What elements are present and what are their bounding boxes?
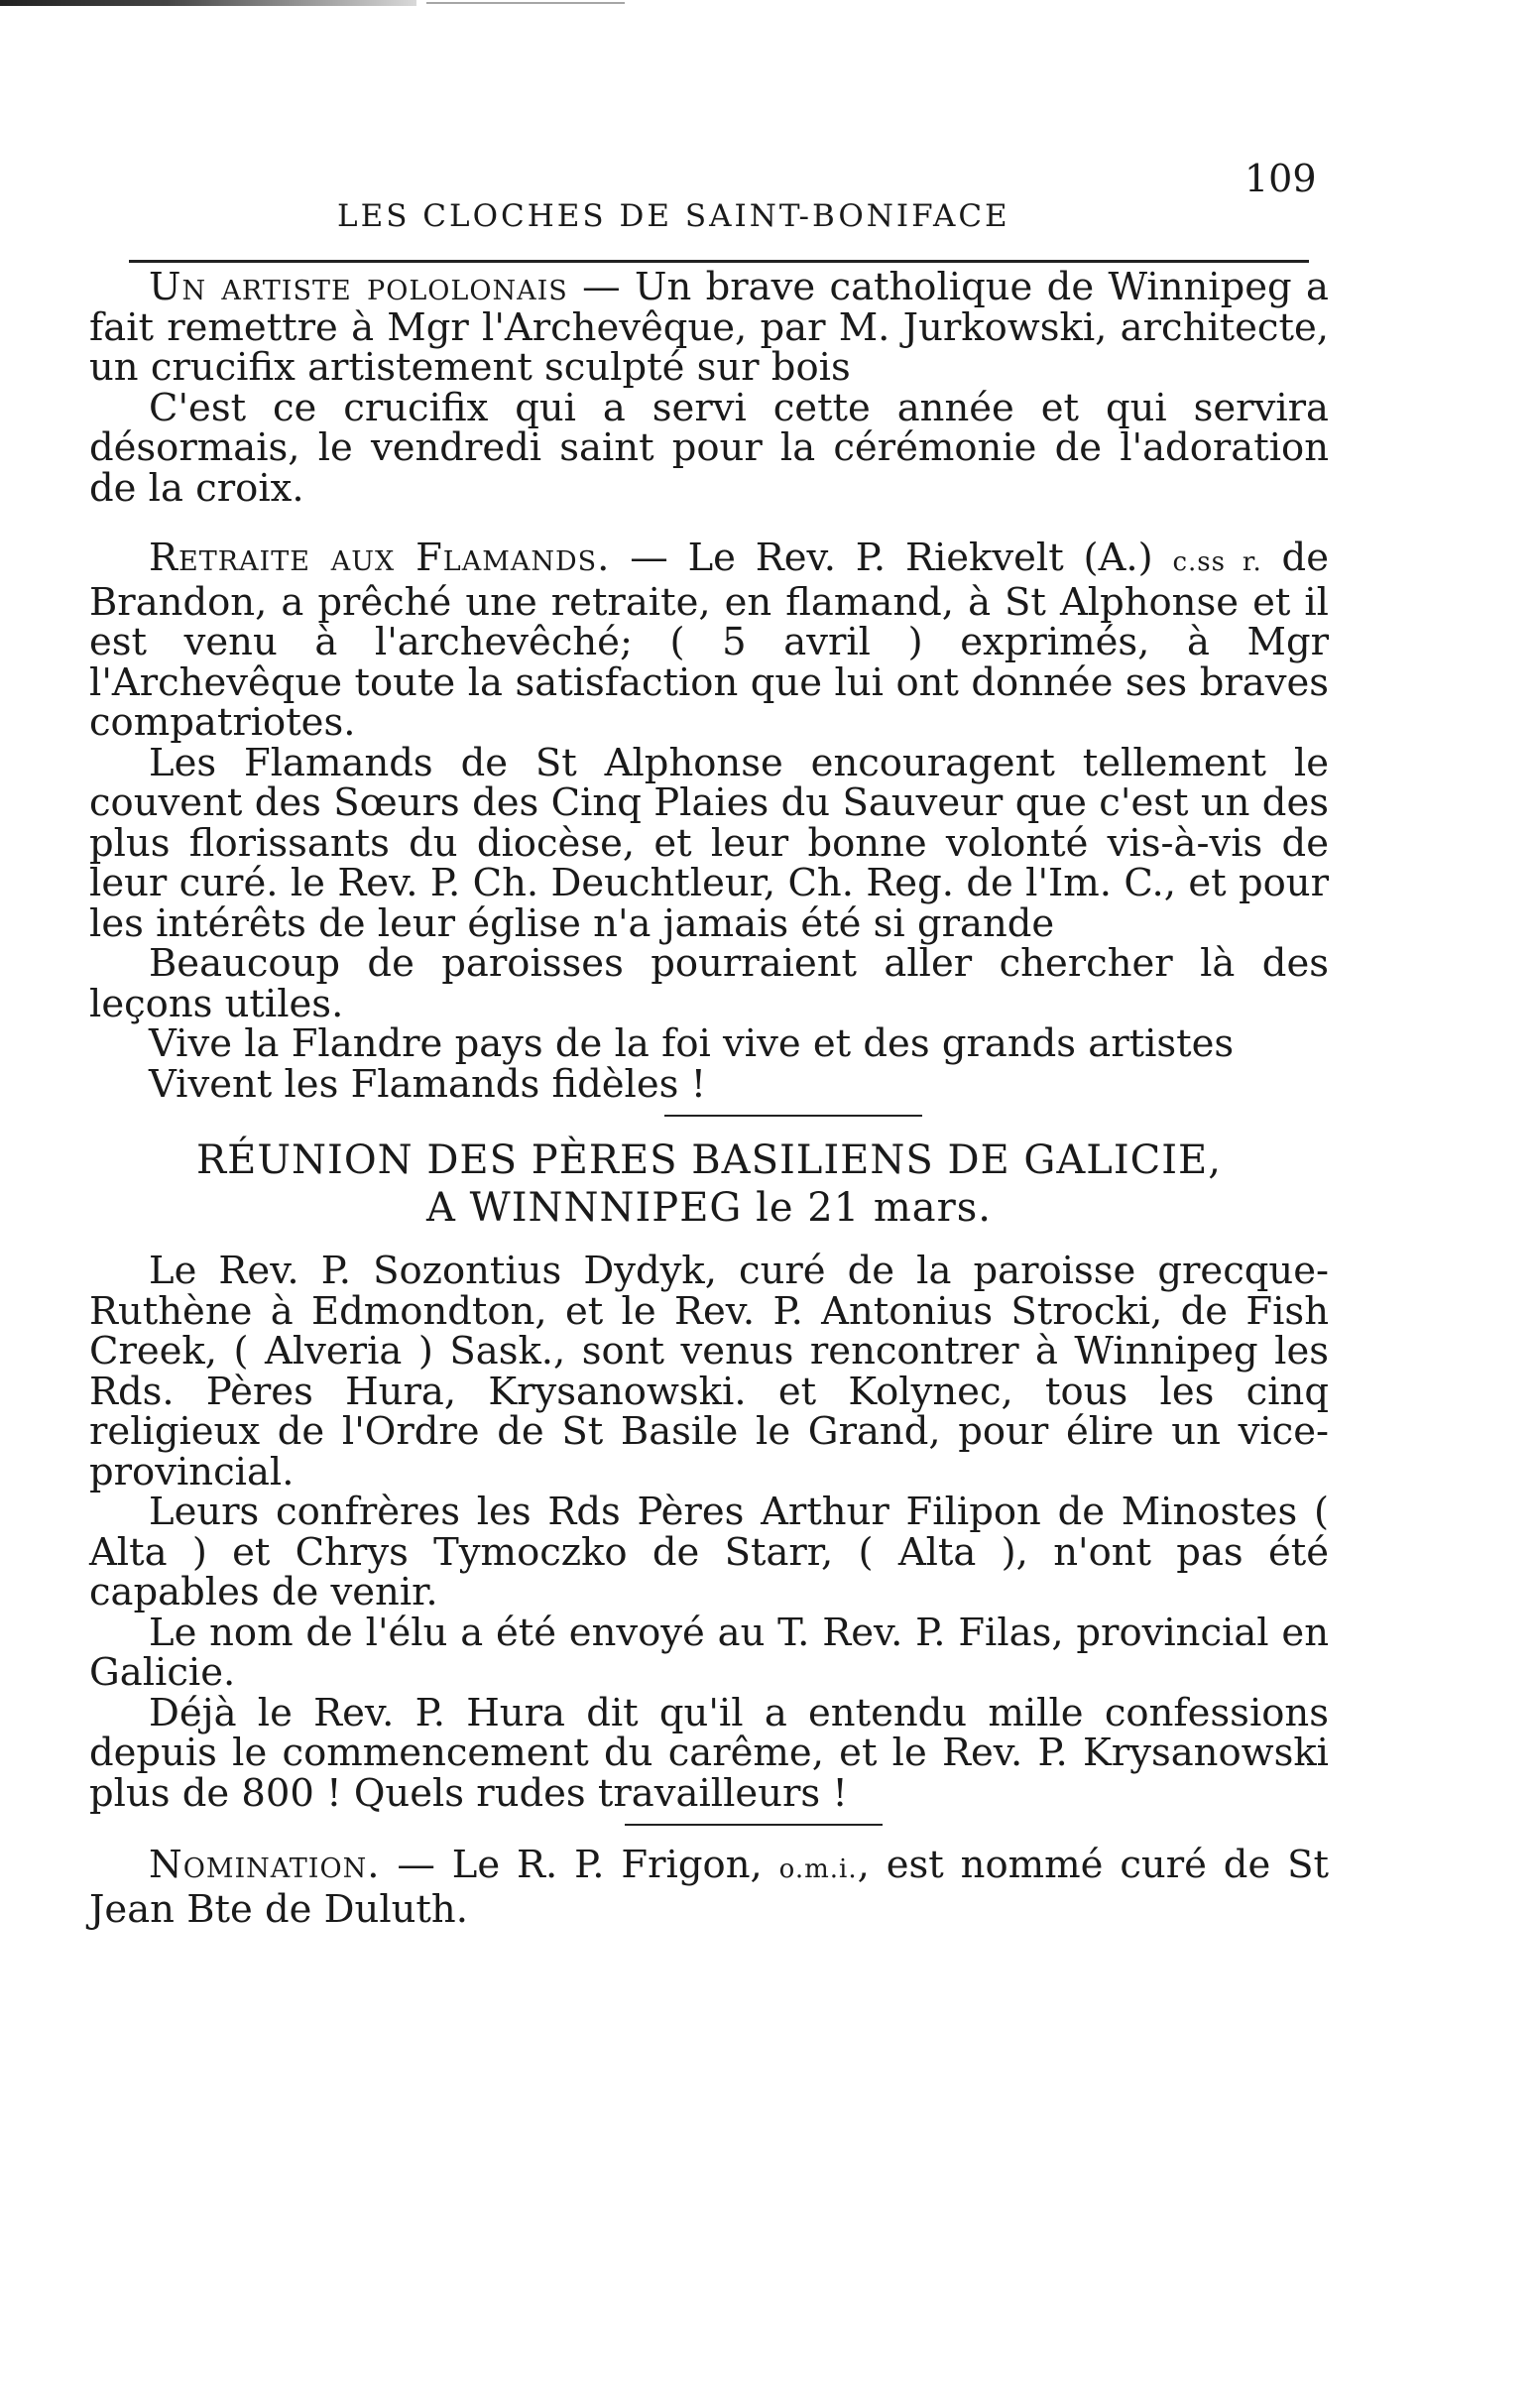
article-retraite-title: Retraite aux Flamands. (149, 536, 611, 580)
article-basiliens-p3: Le nom de l'élu a été envoyé au T. Rev. P. Filas, provincial en Galicie. (89, 1610, 1329, 1695)
article-artiste: Un artiste pololonais — Un brave catholique de Winnipeg a fait remettre à Mgr l'Archevêque, par M. Jurkowski, architecte, un crucifix artistement sculpté sur bois (89, 265, 1329, 390)
article-retraite-p4: Vive la Flandre pays de la foi vive et des grands artistes (149, 1021, 1235, 1066)
section-divider-2 (625, 1824, 883, 1826)
page-number: 109 (1244, 157, 1317, 200)
cssr-abbr: c.ss r. (1172, 547, 1262, 577)
article-artiste-title: Un artiste pololonais (149, 265, 568, 309)
page-body (89, 265, 1329, 1932)
section-divider-1 (664, 1115, 922, 1117)
article-artiste-p1: Un brave catholique de Winnipeg a fait remettre à Mgr l'Archevêque, par M. Jurkowski, architecte, un crucifix artistement sculpté sur bois (89, 265, 1329, 390)
article-retraite-p3: Beaucoup de paroisses pourraient aller chercher là des leçons utiles. (89, 941, 1329, 1026)
article-nomination-title: Nomination. (149, 1843, 381, 1887)
section-title-line1: RÉUNION DES PÈRES BASILIENS DE GALICIE, (196, 1137, 1222, 1183)
article-basiliens-p2: Leurs confrères les Rds Pères Arthur Filipon de Minostes ( Alta ) et Chrys Tymoczko de Starr, ( Alta ), n'ont pas été capables de venir. (89, 1490, 1329, 1614)
header-rule (129, 260, 1309, 263)
section-title-line2: A WINNNIPEG le 21 mars. (425, 1185, 993, 1231)
scan-edge-mark (0, 0, 416, 6)
article-retraite: Retraite aux Flamands. — Le Rev. P. Riekvelt (A.) c.ss r. de Brandon, a prêché une retraite, en flamand, à St Alphonse et il est venu à l'archevêché; ( 5 avril ) exprimés, à Mgr l'Archevêque toute la satisfaction que lui ont donnée ses braves compatriotes. (89, 536, 1329, 745)
article-retraite-p2: Les Flamands de St Alphonse encouragent tellement le couvent des Sœurs des Cinq Plaies du Sauveur que c'est un des plus florissants du diocèse, et leur bonne volonté vis-à-vis de leur curé. le Rev. P. Ch. Deuchtleur, Ch. Reg. de l'Im. C., et pour les intérêts de leur église n'a jamais été si grande (89, 740, 1329, 946)
omi-abbr: o.m.i. (778, 1854, 858, 1884)
scan-edge-mark-2 (426, 2, 625, 4)
article-basiliens-p1: Le Rev. P. Sozontius Dydyk, curé de la paroisse grecque-Ruthène à Edmondton, et le Rev. P. Antonius Strocki, de Fish Creek, ( Alveria ) Sask., sont venus rencontrer à Winnipeg les Rds. Pères Hura, Krysanowski. et Kolynec, tous les cinq religieux de l'Ordre de St Basile le Grand, pour élire un vice-provincial. (89, 1249, 1329, 1494)
article-basiliens-p4: Déjà le Rev. P. Hura dit qu'il a entendu mille confessions depuis le commencement du carême, et le Rev. P. Krysanowski plus de 800 ! Quels rudes travailleurs ! (89, 1690, 1329, 1816)
running-head: LES CLOCHES DE SAINT-BONIFACE (337, 198, 1010, 234)
article-nomination: Nomination. — Le R. P. Frigon, o.m.i., est nommé curé de St Jean Bte de Duluth. (89, 1843, 1329, 1932)
article-artiste-p2: C'est ce crucifix qui a servi cette année et qui servira désormais, le vendredi saint pour la cérémonie de l'adoration de la croix. (89, 385, 1329, 511)
article-retraite-p5: Vivent les Flamands fidèles ! (149, 1061, 707, 1107)
